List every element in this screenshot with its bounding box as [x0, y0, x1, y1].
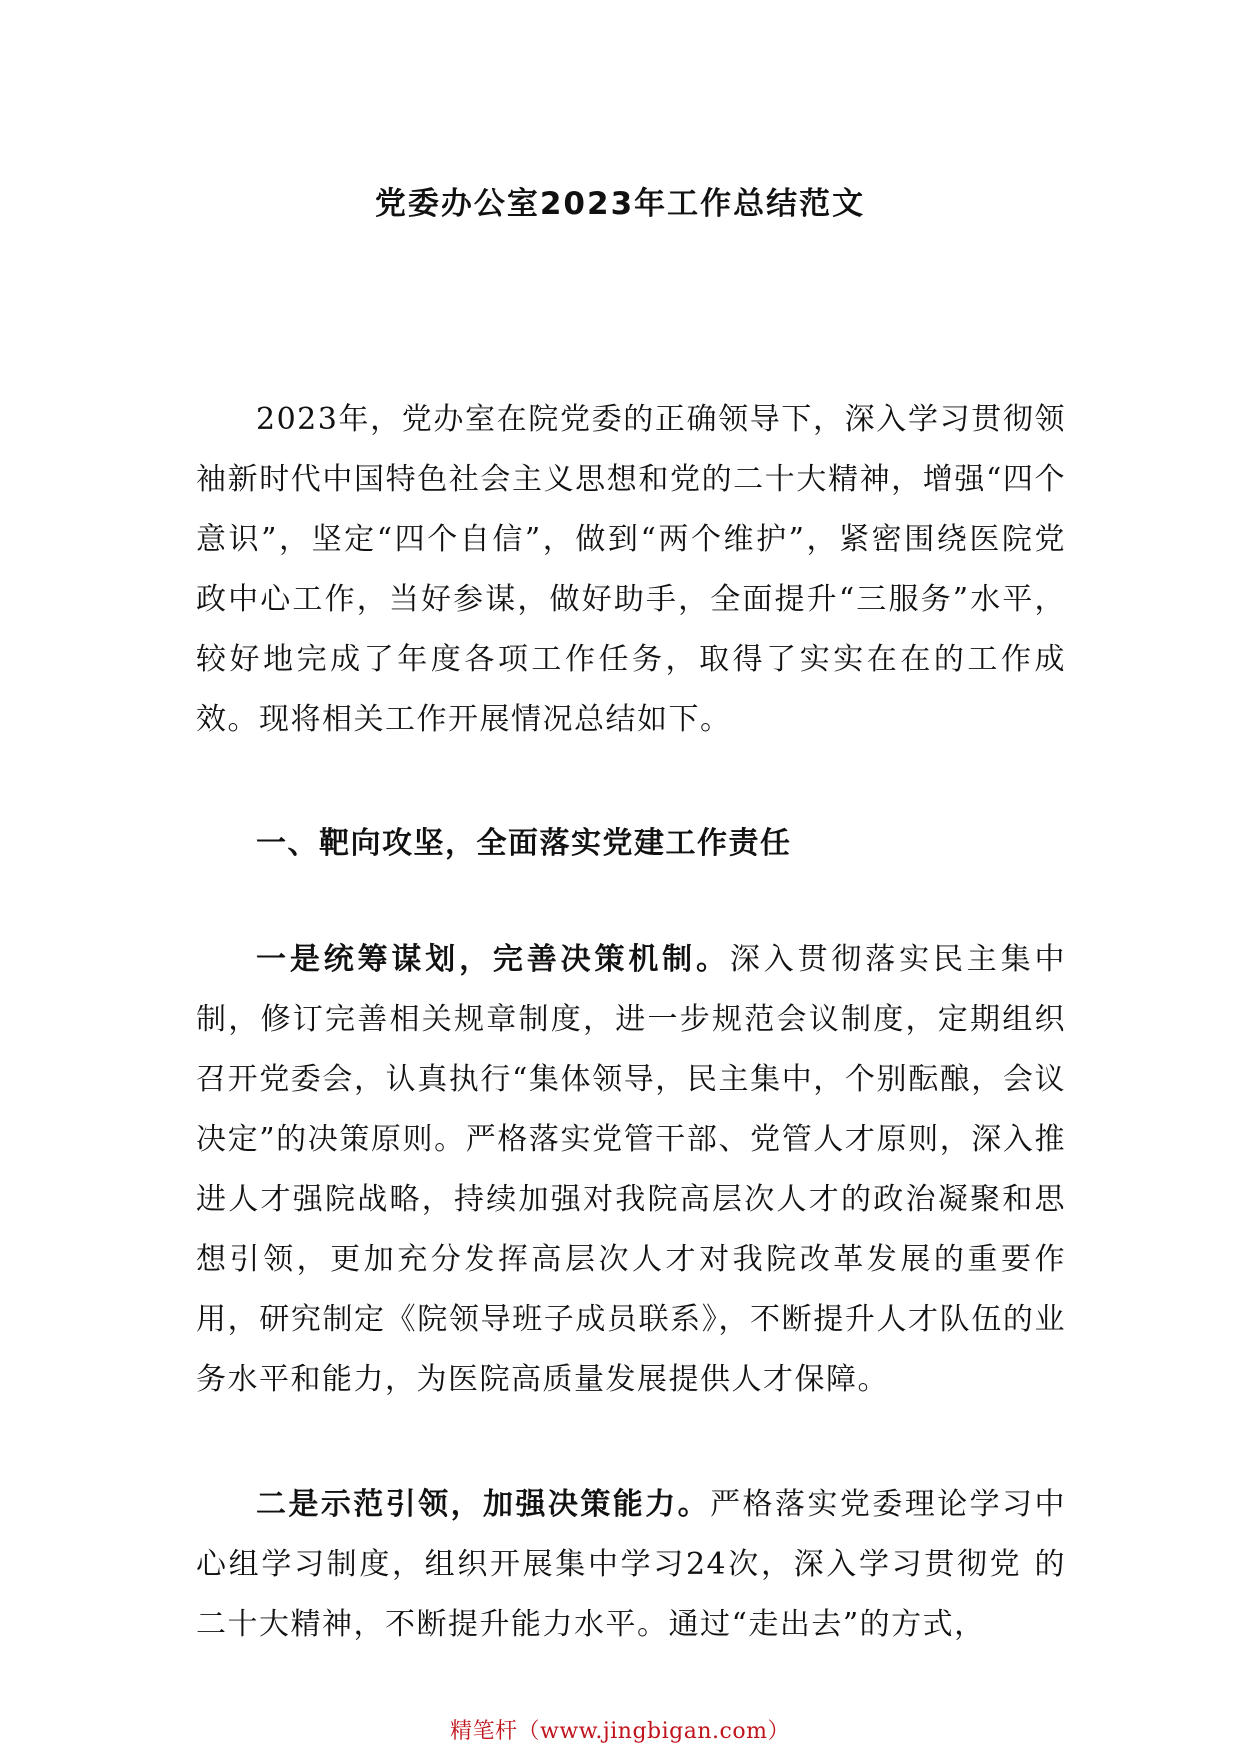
paragraph-2-body: 严格落实党委理论学习中心组学习制度，组织开展集中学习24次，深入学习贯彻党 的二十大精神，不断提升能力水平。通过“走出去”的方式， [196, 1487, 1066, 1642]
intro-paragraph: 2023年，党办室在院党委的正确领导下，深入学习贯彻领袖新时代中国特色社会主义思想和党的二十大精神，增强“四个意识”，坚定“四个自信”，做到“两个维护”，紧密围绕医院党政中心工作，当好参谋，做好助手，全面提升“三服务”水平，较好地完成了年度各项工作任务，取得了实实在在的工作成效。现将相关工作开展情况总结如下。 [196, 402, 1066, 737]
section-heading-1: 一、靶向攻坚，全面落实党建工作责任 [256, 826, 792, 861]
footer-watermark: 精笔杆（www.jingbigan.com） [450, 1719, 790, 1744]
paragraph-1 [196, 930, 1066, 1410]
paragraph-2 [196, 1475, 1066, 1655]
paragraph-1-body: 深入贯彻落实民主集中制，修订完善相关规章制度，进一步规范会议制度，定期组织召开党委会，认真执行“集体领导，民主集中，个别酝酿，会议决定”的决策原则。严格落实党管干部、党管人才原则，深入推进人才强院战略，持续加强对我院高层次人才的政治凝聚和思想引领，更加充分发挥高层次人才对我院改革发展的重要作用，研究制定《院领导班子成员联系》，不断提升人才队伍的业务水平和能力，为医院高质量发展提供人才保障。 [196, 942, 1067, 1397]
paragraph-1-lead: 一是统筹谋划，完善决策机制。 [256, 942, 730, 977]
paragraph-2-lead: 二是示范引领，加强决策能力。 [256, 1487, 711, 1522]
document-title: 党委办公室2023年工作总结范文 [374, 186, 866, 222]
